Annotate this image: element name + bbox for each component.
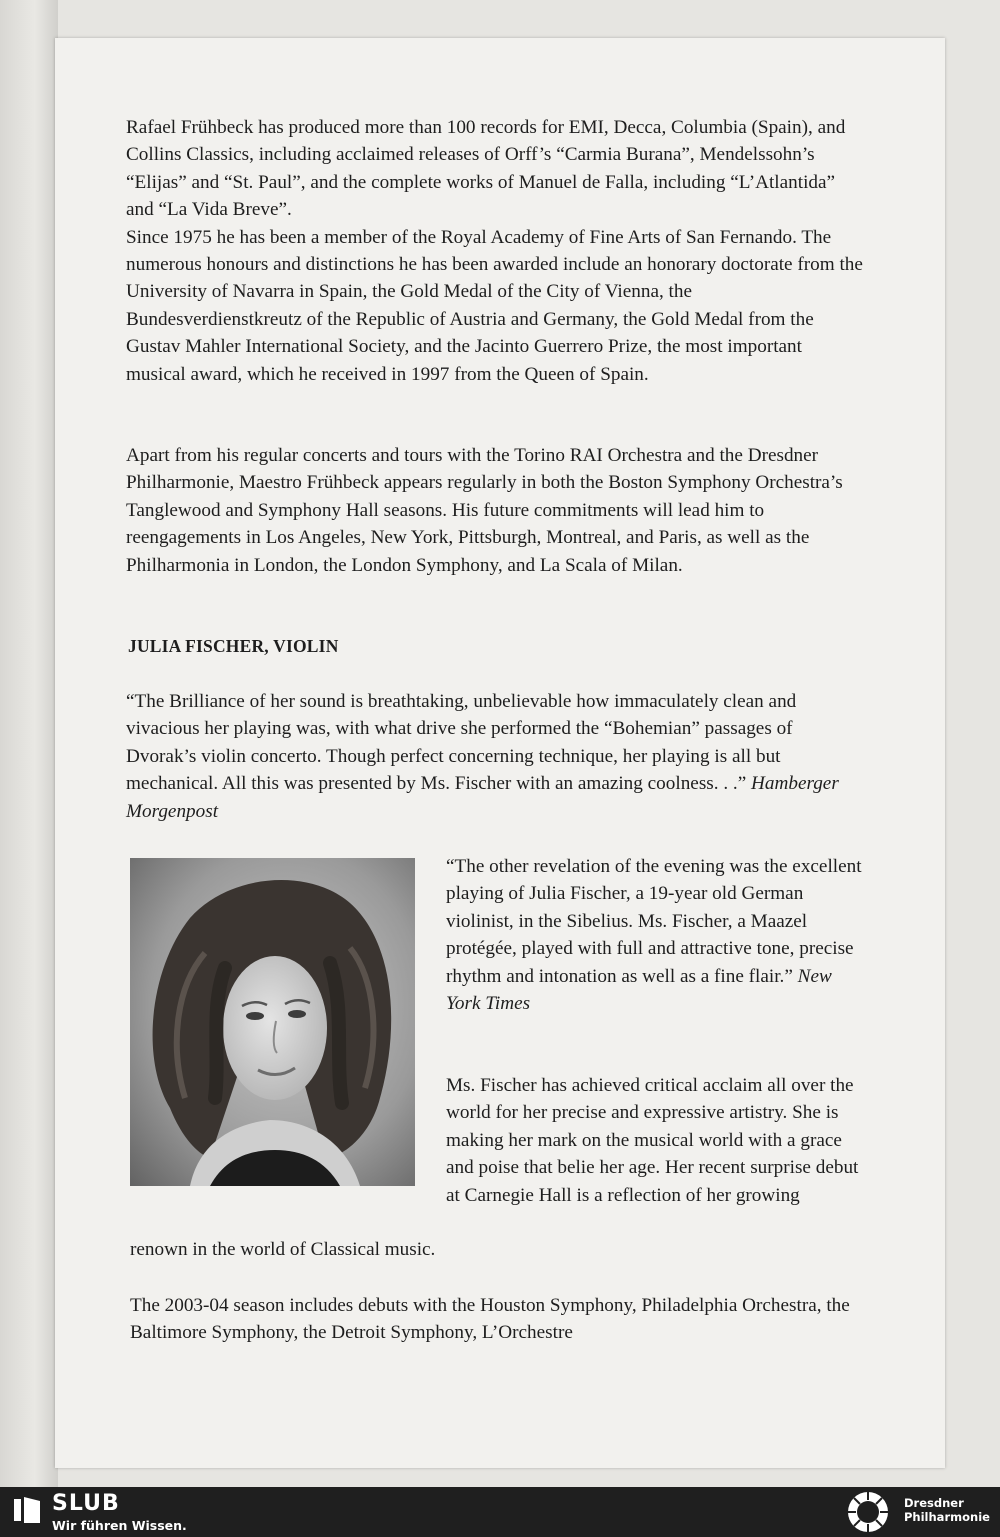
library-name: SLUB	[52, 1491, 120, 1516]
portrait-image	[130, 858, 415, 1186]
orchestra-name-line1: Dresdner	[904, 1496, 964, 1510]
paragraph-engagements	[126, 442, 866, 579]
paragraph-engagements-text: Apart from his regular concerts and tours with the Torino RAI Orchestra and the Dresdner Philharmonie, Maestro Frühbeck appears regularly in both the Boston Symphony Orchestra’s Tanglewood and Symphony Hall seasons. His future commitments will lead him to reengagements in Los Angeles, New York, Pittsburgh, Montreal, and Paris, as well as the Philharmonia in London, the London Symphony, and La Scala of Milan.	[126, 445, 843, 576]
library-tagline: Wir führen Wissen.	[52, 1518, 187, 1533]
orchestra-logo-icon	[842, 1490, 894, 1534]
slub-logo-icon	[14, 1495, 40, 1525]
quote-text: “The Brilliance of her sound is breathtaking, unbelievable how immaculately clean and vivacious her playing was, with what drive she performed the “Bohemian” passages of Dvorak’s violin concerto. Though perfect concerning technique, her playing is all but mechanical. All this was presented by Ms. Fischer with an amazing coolness. . .”	[126, 691, 797, 795]
press-quote-morgenpost	[126, 688, 866, 825]
paragraph-acclaim: Ms. Fischer has achieved critical acclaim all over the world for her precise and expressive artistry. She is making her mark on the musical world with a grace and poise that belie her age. Her recent surprise debut at Carnegie Hall is a reflection of her growing	[446, 1075, 859, 1206]
biography-section	[126, 114, 866, 388]
quote-source: New York Times	[446, 965, 832, 1015]
binding-fold	[0, 0, 58, 1487]
orchestra-name-line2: Philharmonie	[904, 1510, 990, 1524]
press-quote-nyt	[446, 853, 866, 1017]
section-heading: JULIA FISCHER, VIOLIN	[128, 636, 339, 656]
paragraph-season: The 2003-04 season includes debuts with the Houston Symphony, Philadelphia Orchestra, the Baltimore Symphony, the Detroit Symphony, L’Orchestre	[130, 1295, 850, 1344]
quote-source: Hamberger Morgenpost	[126, 773, 839, 822]
paragraph-honours: Since 1975 he has been a member of the Royal Academy of Fine Arts of San Fernando. The numerous honours and distinctions he has been awarded include an honorary doctorate from the University of Navarra in Spain, the Gold Medal of the City of Vienna, the Bundesverdienstkreutz of the Republic of Austria and Germany, the Gold Medal from the Gustav Mahler International Society, and the Jacinto Guerrero Prize, the most important musical award, which he received in 1997 from the Queen of Spain.	[126, 226, 863, 385]
orchestra-name	[904, 1496, 990, 1524]
paragraph-recordings: Rafael Frühbeck has produced more than 100 records for EMI, Decca, Columbia (Spain), and Collins Classics, including acclaimed releases of Orff’s “Carmia Burana”, Mendelssohn’s “Elijas” and “St. Paul”, and the complete works of Manuel de Falla, including “L’Atlantida” and “La Vida Breve”.	[126, 117, 846, 221]
footer-bar	[0, 1487, 1000, 1537]
portrait-photo	[130, 858, 415, 1186]
paragraph-acclaim-end: renown in the world of Classical music.	[130, 1239, 436, 1260]
quote-text: “The other revelation of the evening was the excellent playing of Julia Fischer, a 19-year old German violinist, in the Sibelius. Ms. Fischer, a Maazel protégée, played with full and attractive tone, precise rhythm and intonation as well as a fine flair.”	[446, 856, 862, 987]
